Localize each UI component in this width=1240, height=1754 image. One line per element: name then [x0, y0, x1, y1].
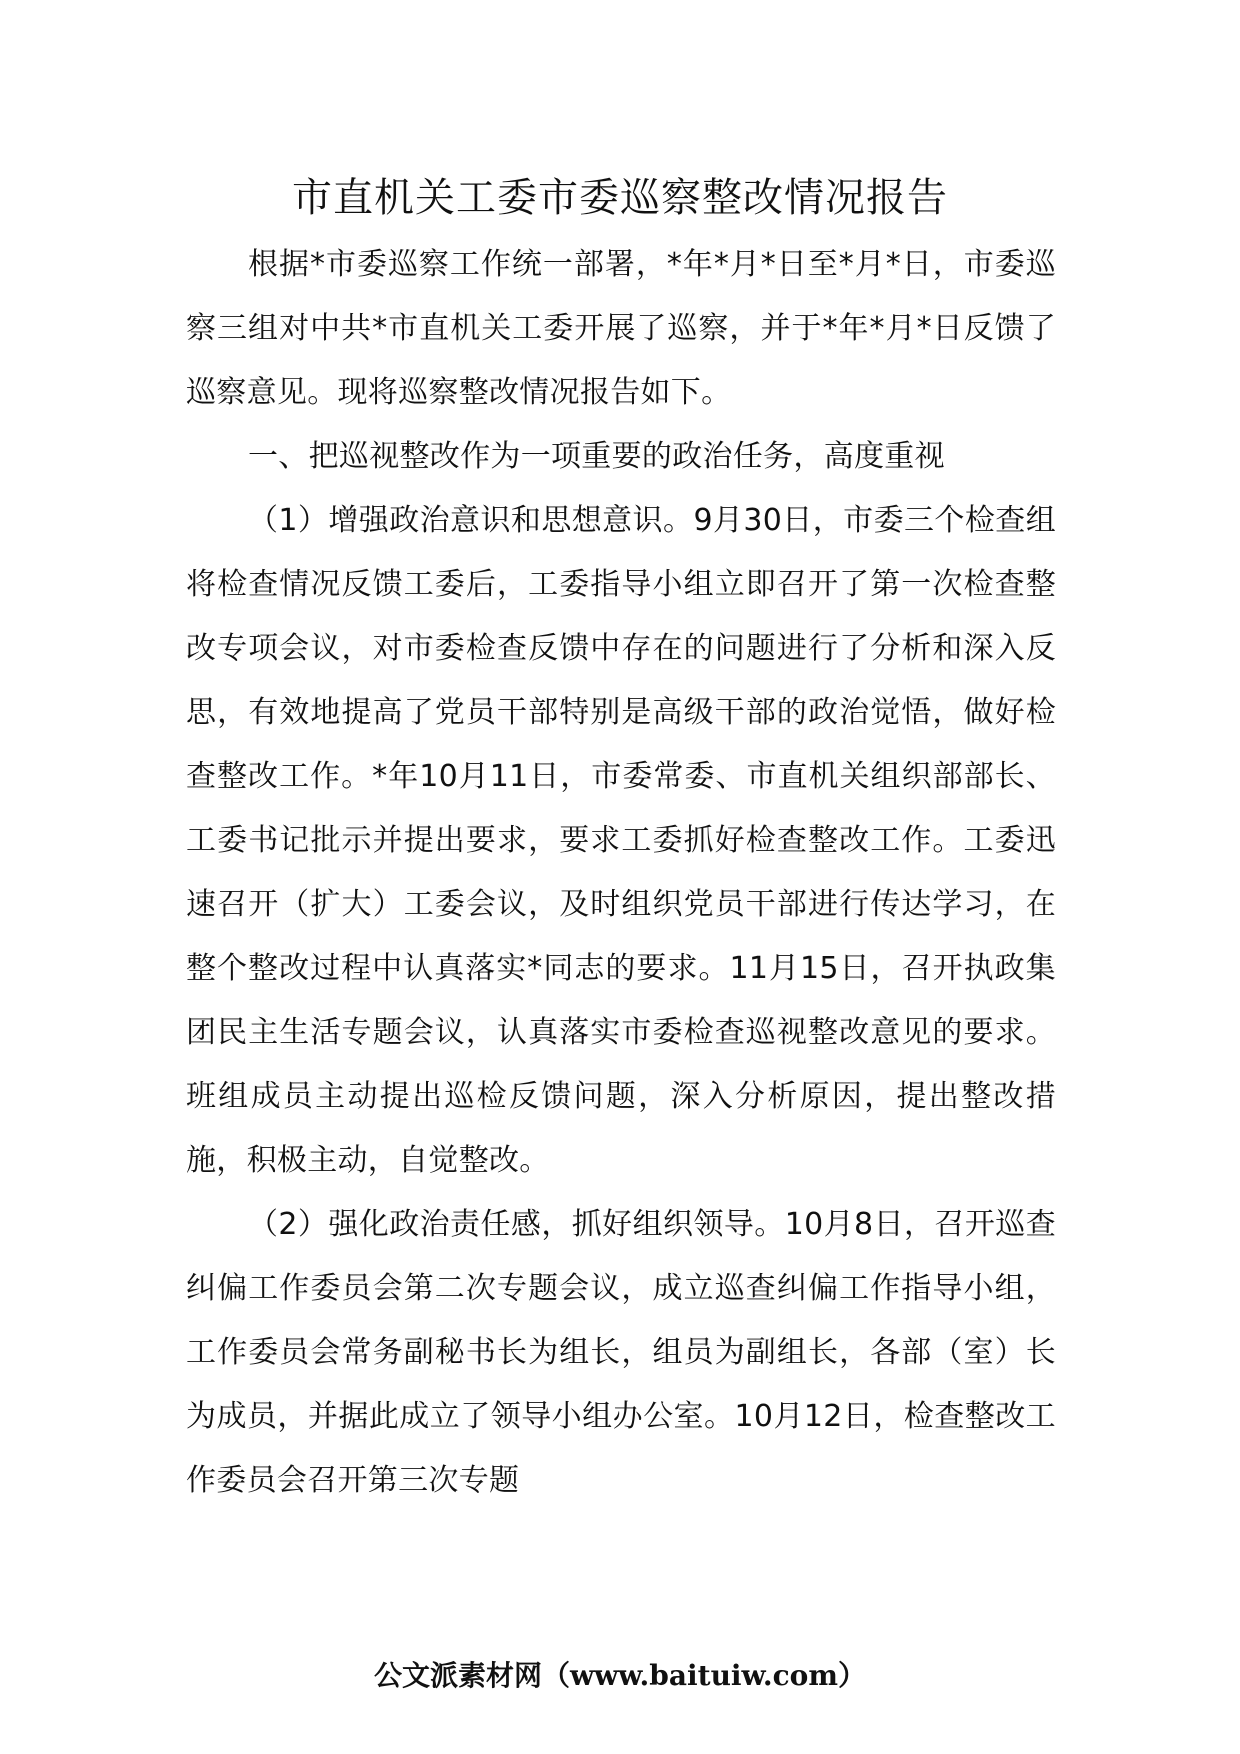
section-heading-1: 一、把巡视整改作为一项重要的政治任务，高度重视 [248, 439, 945, 474]
document-title: 市直机关工委市委巡察整改情况报告 [292, 175, 948, 221]
body-paragraph-item-1: （1）增强政治意识和思想意识。9月30日，市委三个检查组将检查情况反馈工委后，工委指导小组立即召开了第一次检查整改专项会议，对市委检查反馈中存在的问题进行了分析和深入反思，有效地提高了党员干部特别是高级干部的政治觉悟，做好检查整改工作。*年10月11日，市委常委、市直机关组织部部长、工委书记批示并提出要求，要求工委抓好检查整改工作。工委迅速召开（扩大）工委会议，及时组织党员干部进行传达学习，在整个整改过程中认真落实*同志的要求。11月15日，召开执政集团民主生活专题会议，认真落实市委检查巡视整改意见的要求。班组成员主动提出巡检反馈问题，深入分析原因，提出整改措施，积极主动，自觉整改。 [186, 503, 1056, 1178]
body-paragraph-intro: 根据*市委巡察工作统一部署，*年*月*日至*月*日，市委巡察三组对中共*市直机关工委开展了巡察，并于*年*月*日反馈了巡察意见。现将巡察整改情况报告如下。 [186, 247, 1056, 410]
body-paragraph-item-2: （2）强化政治责任感，抓好组织领导。10月8日，召开巡查纠偏工作委员会第二次专题会议，成立巡查纠偏工作指导小组，工作委员会常务副秘书长为组长，组员为副组长，各部（室）长为成员，并据此成立了领导小组办公室。10月12日，检查整改工作委员会召开第三次专题 [186, 1207, 1056, 1498]
footer-watermark: 公文派素材网（www.baituiw.com） [374, 1659, 866, 1692]
document-body [186, 233, 1056, 1513]
